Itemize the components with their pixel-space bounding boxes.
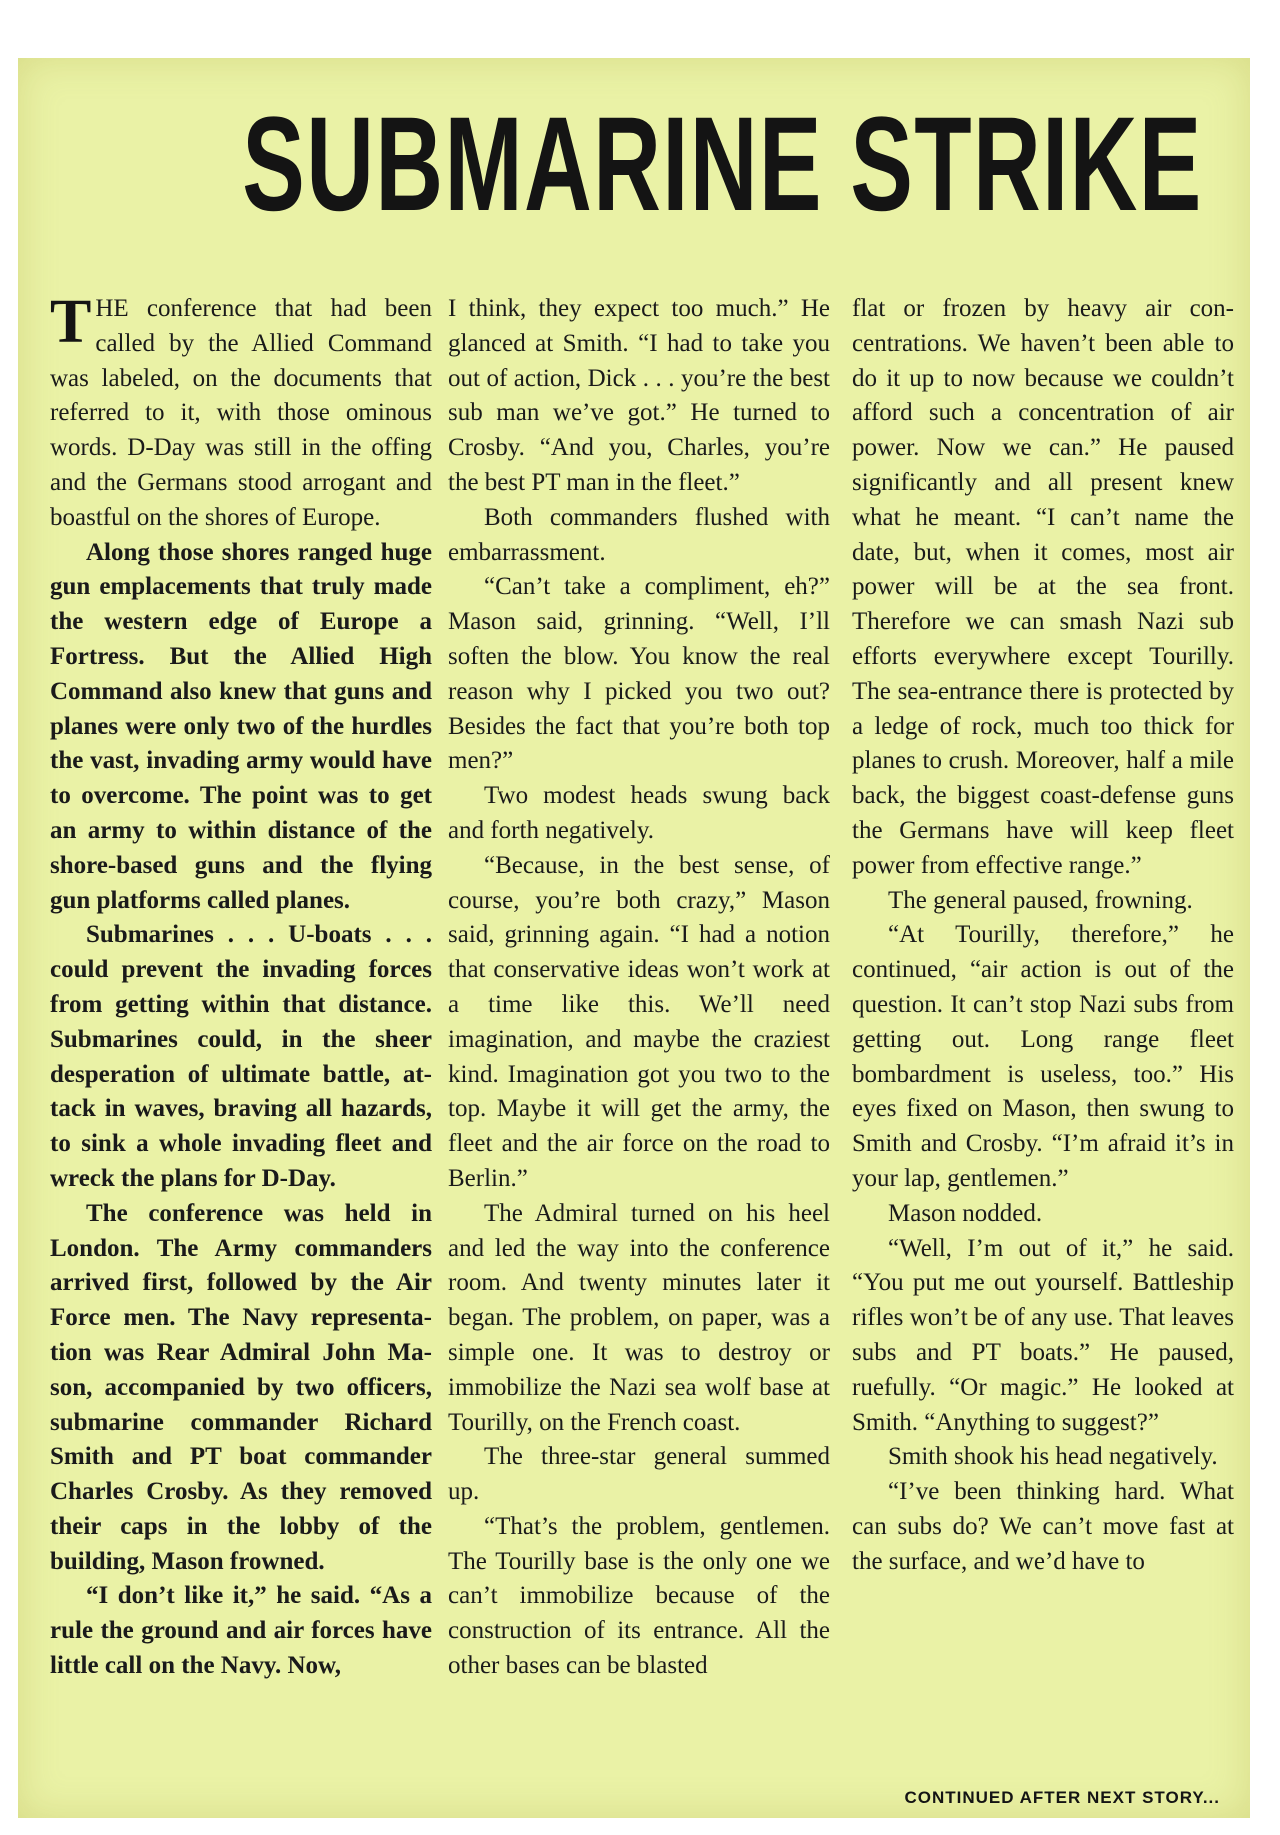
paragraph: “I don’t like it,” he said. “As a rule the ground and air forces have little call on the Navy. Now,: [50, 1582, 432, 1680]
paragraph: The conference was held in London. The Army commanders arrived first, followed by the Air Force men. The Navy representation was Rear Admiral John Mason, accompanied by two officers, submarine commander Richard Smith and PT boat commander Charles Crosby. As they removed their caps in the lobby of the building, Mason frowned.: [50, 1199, 432, 1575]
paragraph: “That’s the problem, gentlemen. The Tourilly base is the only one we can’t immobilize because of the construction of its entrance. All the other bases can be blasted: [448, 1512, 830, 1680]
paragraph: Mason nodded.: [888, 1199, 1043, 1227]
text-column-2: [448, 292, 830, 1772]
paragraph: “At Tourilly, therefore,” he continued, “air action is out of the question. It can’t stop Nazi subs from getting out. Long range fleet bombardment is useless, too.” His eyes fixed on Mason, then swung to Smith and Crosby. “I’m afraid it’s in your lap, gentlemen.”: [852, 921, 1234, 1192]
text-column-3: [852, 292, 1234, 1772]
paragraph: The general paused, frowning.: [888, 886, 1193, 914]
paragraph: The three-star general summed up.: [448, 1443, 830, 1506]
paragraph: Two modest heads swung back and forth negatively.: [448, 782, 830, 844]
paragraph: THE conference that had been called by the Allied Command was labeled, on the documents that referred to it, with those ominous words. D-Day was still in the offing and the Germans stood arrogant and boastful on the shores of Europe.: [50, 288, 432, 531]
continued-note: CONTINUED AFTER NEXT STORY...: [904, 1788, 1220, 1807]
paragraph: Submarines . . . U-boats . . . could prevent the invading forces from getting within that distance. Submarines could, in the sheer desperation of ultimate battle, attack in waves, braving all hazards, to sink a whole invading fleet and wreck the plans for D-Day.: [50, 921, 432, 1192]
paragraph: Both commanders flushed with embarrassment.: [448, 503, 830, 566]
drop-cap: T: [50, 288, 92, 356]
paragraph: The Admiral turned on his heel and led the way into the conference room. And twenty minutes later it began. The problem, on paper, was a simple one. It was to destroy or immobilize the Nazi sea wolf base at Tourilly, on the French coast.: [448, 1199, 830, 1436]
paragraph: Smith shook his head negatively.: [888, 1443, 1218, 1471]
paragraph: Along those shores ranged huge gun emplacements that truly made the western edge of Europe a Fortress. But the Allied High Command also knew that guns and planes were only two of the hurdles the vast, invading army would have to overcome. The point was to get an army to within distance of the shore-based guns and the flying gun platforms called planes.: [50, 538, 432, 914]
paragraph: flat or frozen by heavy air concentrations. We haven’t been able to do it up to now because we couldn’t afford such a concentration of air power. Now we can.” He paused significantly and all present knew what he meant. “I can’t name the date, but, when it comes, most air power will be at the sea front. Therefore we can smash Nazi sub efforts everywhere except Tourilly. The sea-entrance there is protected by a ledge of rock, much too thick for planes to crush. Moreover, half a mile back, the biggest coast-defense guns the Germans have will keep fleet power from effective range.”: [852, 295, 1234, 879]
text-column-1: [50, 288, 432, 1772]
paragraph: “I’ve been thinking hard. What can subs do? We can’t move fast at the surface, and we’d have to: [852, 1478, 1234, 1575]
story-title: SUBMARINE STRIKE: [242, 90, 1203, 239]
paragraph: “Because, in the best sense, of course, you’re both crazy,” Mason said, grinning again. “I had a notion that conservative ideas won’t work at a time like this. We’ll need imagination, and maybe the craziest kind. Imagination got you two to the top. Maybe it will get the army, the fleet and the air force on the road to Berlin.”: [448, 851, 830, 1192]
paragraph: “Well, I’m out of it,” he said. “You put me out yourself. Battleship rifles won’t be of any use. That leaves subs and PT boats.” He paused, ruefully. “Or magic.” He looked at Smith. “Anything to suggest?”: [852, 1234, 1234, 1436]
paragraph: I think, they expect too much.” He glanced at Smith. “I had to take you out of action, Dick . . . you’re the best sub man we’ve got.” He turned to Crosby. “And you, Charles, you’re the best PT man in the fleet.”: [448, 295, 830, 496]
paragraph: “Can’t take a compliment, eh?” Mason said, grinning. “Well, I’ll soften the blow. You know the real reason why I picked you two out? Besides the fact that you’re both top men?”: [448, 573, 830, 775]
